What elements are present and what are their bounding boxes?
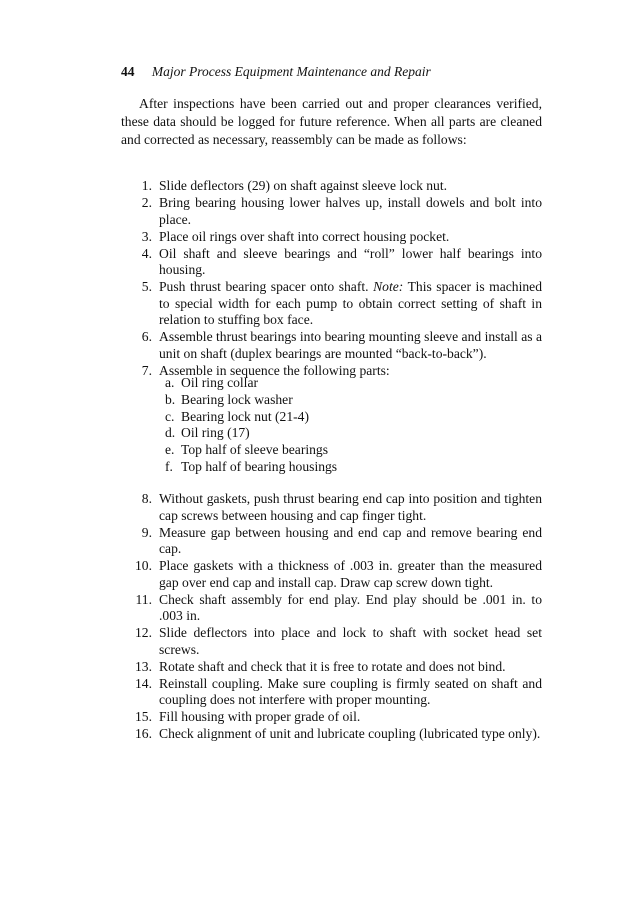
step-text: Oil shaft and sleeve bearings and “roll” lower half bearings into housing.: [159, 245, 542, 277]
part-letter: b.: [165, 391, 176, 407]
part-text: Top half of sleeve bearings: [181, 442, 329, 458]
step-number: 10.: [135, 558, 152, 573]
step-text: Reinstall coupling. Make sure coupling is firmly seated on shaft and coupling does not interfere with proper mounting.: [159, 675, 542, 707]
part-text: Bearing lock washer: [181, 391, 293, 407]
step-item: [121, 195, 542, 228]
step-item: [121, 525, 542, 558]
step-number: 3.: [141, 228, 152, 244]
step-item: [121, 491, 542, 524]
step-text: Place gaskets with a thickness of .003 in. greater than the measured gap over end cap and install cap. Draw cap screw down tight.: [159, 558, 542, 590]
step-item: [121, 246, 542, 279]
part-text: Top half of bearing housings: [181, 458, 338, 474]
part-letter: e.: [165, 442, 175, 458]
part-letter: f.: [165, 458, 173, 474]
step-text: Place oil rings over shaft into correct housing pocket.: [159, 228, 450, 244]
running-title: Major Process Equipment Maintenance and Repair: [151, 64, 431, 79]
step-text: Rotate shaft and check that it is free to rotate and does not bind.: [159, 658, 506, 674]
part-item: [165, 459, 337, 476]
step-number: 11.: [135, 591, 152, 607]
step-text: Slide deflectors into place and lock to shaft with socket head set screws.: [159, 625, 542, 657]
step-text: Without gaskets, push thrust bearing end cap into position and tighten cap screws between housing and cap finger tight.: [159, 491, 542, 523]
intro-paragraph: After inspections have been carried out and proper clearances verified, these data should be logged for future reference. When all parts are cleaned and corrected as necessary, reassembly can be made as follows:: [121, 96, 542, 147]
step-text: Measure gap between housing and end cap and remove bearing end cap.: [159, 524, 542, 556]
part-item: [165, 409, 337, 426]
step-text: Push thrust bearing spacer onto shaft.: [159, 279, 369, 294]
part-item: [165, 425, 337, 442]
step-item: [121, 229, 542, 246]
step-text: Check shaft assembly for end play. End play should be .001 in. to .003 in.: [159, 591, 542, 623]
part-text: Bearing lock nut (21-4): [181, 408, 309, 424]
step-item: [121, 178, 542, 195]
step-text: Fill housing with proper grade of oil.: [159, 709, 361, 724]
step-item: [121, 709, 542, 726]
running-header: [121, 64, 431, 80]
part-item: [165, 375, 337, 392]
step-text: Bring bearing housing lower halves up, install dowels and bolt into place.: [159, 195, 542, 227]
part-letter: a.: [165, 375, 175, 390]
step-text: Assemble in sequence the following parts:: [159, 362, 390, 378]
step-text: Slide deflectors (29) on shaft against sleeve lock nut.: [159, 178, 448, 193]
part-item: [165, 442, 337, 459]
part-letter: c.: [165, 408, 175, 424]
step-item: [121, 592, 542, 625]
step-number: 4.: [141, 245, 152, 261]
step-item: [121, 279, 542, 329]
reassembly-steps-part1: [121, 178, 542, 380]
note-text: This spacer is machined to special width for each pump to obtain correct setting of shaft in relation to stuffing box face.: [159, 279, 542, 327]
step-number: 9.: [141, 524, 152, 540]
step-text: Assemble thrust bearings into bearing mounting sleeve and install as a unit on shaft (duplex bearings are mounted “back-to-back”).: [159, 329, 542, 361]
part-item: [165, 392, 337, 409]
reassembly-steps-part2: [121, 491, 542, 743]
step-number: 7.: [141, 362, 152, 378]
step-number: 5.: [141, 279, 152, 294]
step-number: 16.: [135, 726, 152, 741]
step-item: [121, 726, 542, 743]
part-text: Oil ring (17): [181, 425, 250, 441]
step-number: 1.: [141, 178, 152, 193]
step-item: [121, 329, 542, 362]
step-item: [121, 625, 542, 658]
step-number: 6.: [141, 329, 152, 344]
page-number: 44: [121, 64, 135, 79]
step-number: 12.: [135, 625, 152, 640]
note-label: Note:: [373, 279, 404, 294]
part-text: Oil ring collar: [181, 375, 259, 390]
step-item: [121, 676, 542, 709]
step-number: 13.: [135, 658, 152, 674]
step-text-with-note: [159, 279, 542, 329]
step-number: 8.: [141, 491, 152, 506]
step-number: 2.: [141, 195, 152, 210]
step-text: Check alignment of unit and lubricate coupling (lubricated type only).: [159, 726, 541, 741]
parts-sequence-list: [165, 375, 337, 476]
part-letter: d.: [165, 425, 176, 441]
step-item: [121, 558, 542, 591]
step-item: [121, 659, 542, 676]
step-number: 14.: [135, 675, 152, 691]
step-number: 15.: [135, 709, 152, 724]
